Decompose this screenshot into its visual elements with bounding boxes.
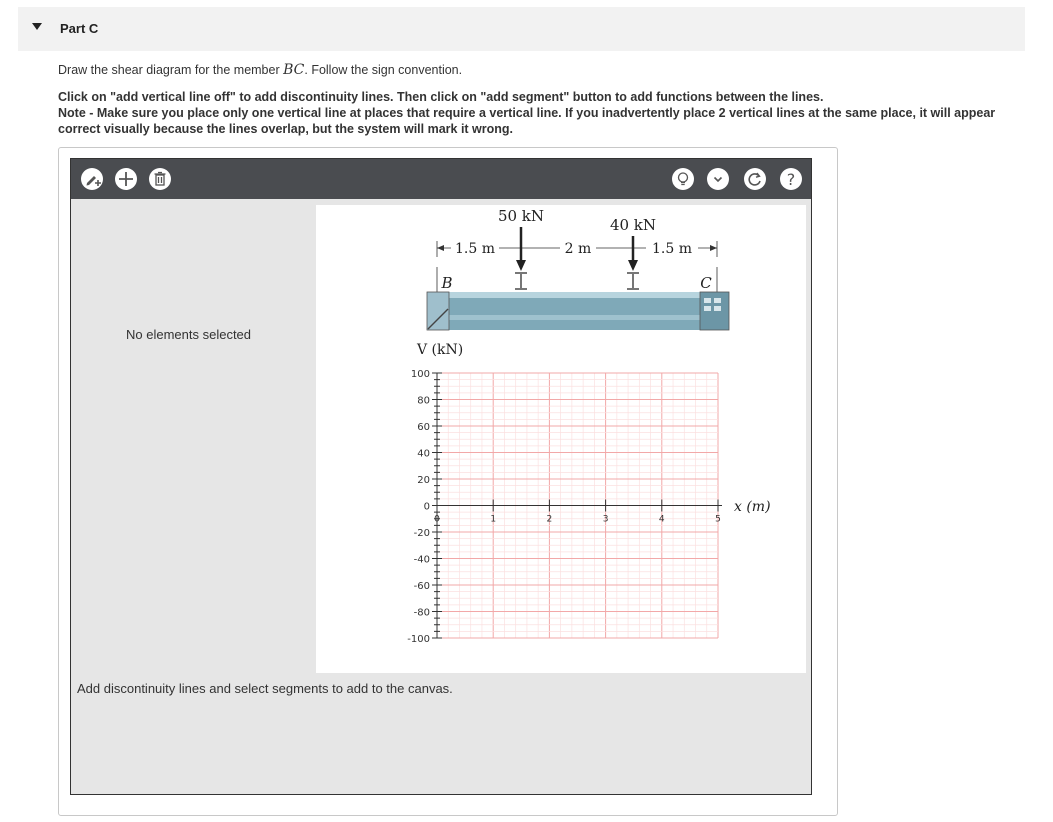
shear-plot[interactable] xyxy=(407,369,722,645)
x-tick-label: 4 xyxy=(658,514,665,525)
y-tick-label: -80 xyxy=(413,607,430,619)
y-tick-label: 40 xyxy=(417,448,430,460)
load-arrowhead-50 xyxy=(516,260,526,271)
beam-bottom-flange xyxy=(427,315,729,320)
instruction-line-1: Click on "add vertical line off" to add discontinuity lines. Then click on "add segment" button to add functions between the lines. xyxy=(58,90,824,104)
selection-status: No elements selected xyxy=(126,327,252,342)
dimension-arrow-left xyxy=(437,245,444,251)
question-text xyxy=(58,62,462,78)
hanger-40 xyxy=(627,273,639,289)
trash-icon[interactable] xyxy=(149,168,171,190)
x-tick-label: 5 xyxy=(715,514,721,525)
bolt-4 xyxy=(714,306,721,311)
y-tick-label: 80 xyxy=(417,395,430,407)
dimension-2: 2 m xyxy=(564,241,592,257)
point-b-label: B xyxy=(441,274,453,292)
dimension-1: 1.5 m xyxy=(455,241,495,257)
x-tick-label: 2 xyxy=(546,514,553,525)
shear-diagram-canvas[interactable] xyxy=(316,205,806,673)
part-title: Part C xyxy=(60,21,99,36)
canvas-hint: Add discontinuity lines and select segments to add to the canvas. xyxy=(77,681,453,696)
point-c-label: C xyxy=(700,274,712,292)
question-suffix: . Follow the sign convention. xyxy=(304,63,463,77)
x-tick-label: 3 xyxy=(602,514,609,525)
load-label-40: 40 kN xyxy=(609,216,657,234)
drawing-canvas[interactable] xyxy=(316,205,806,673)
dimension-3: 1.5 m xyxy=(652,241,692,257)
instruction-line-2: Note - Make sure you place only one vertical line at places that require a vertical line. If you inadvertently place 2 vertical lines at the same place, it will appear correct visually because the lines overlap, but the system will mark it wrong. xyxy=(58,106,996,136)
y-tick-label: -40 xyxy=(413,554,430,566)
y-tick-label: 20 xyxy=(417,475,430,486)
load-label-50: 50 kN xyxy=(497,207,545,225)
y-tick-label: 100 xyxy=(410,369,430,380)
plus-icon[interactable] xyxy=(115,168,137,190)
lightbulb-icon[interactable] xyxy=(672,168,694,190)
x-tick-label: 0 xyxy=(434,514,440,525)
svg-text:?: ? xyxy=(786,170,796,189)
y-tick-label: -60 xyxy=(413,581,430,592)
question-prefix: Draw the shear diagram for the member xyxy=(58,63,280,77)
instructions xyxy=(58,89,1008,137)
beam-top-flange xyxy=(427,292,729,298)
bolt-3 xyxy=(704,306,711,311)
y-tick-label: 60 xyxy=(417,422,430,433)
y-tick-label: -100 xyxy=(407,634,430,645)
bolt-2 xyxy=(714,298,721,303)
collapse-caret-icon[interactable] xyxy=(32,23,42,30)
y-axis-label: V (kN) xyxy=(417,342,464,358)
help-icon[interactable] xyxy=(780,168,802,190)
x-axis-label: x (m) xyxy=(734,499,771,515)
chevron-down-icon[interactable] xyxy=(707,168,729,190)
hanger-50 xyxy=(515,273,527,289)
redo-icon[interactable] xyxy=(744,168,766,190)
drawing-tool xyxy=(70,158,812,795)
part-header[interactable] xyxy=(18,7,1025,51)
member-label: BC xyxy=(283,62,305,78)
pencil-add-icon[interactable] xyxy=(81,168,103,190)
bolt-1 xyxy=(704,298,711,303)
x-tick-label: 1 xyxy=(490,514,497,525)
y-tick-label: 0 xyxy=(423,501,430,513)
toolbar xyxy=(71,159,811,199)
y-tick-label: -20 xyxy=(413,528,430,539)
load-arrowhead-40 xyxy=(628,260,638,271)
dimension-arrow-right xyxy=(710,245,717,251)
